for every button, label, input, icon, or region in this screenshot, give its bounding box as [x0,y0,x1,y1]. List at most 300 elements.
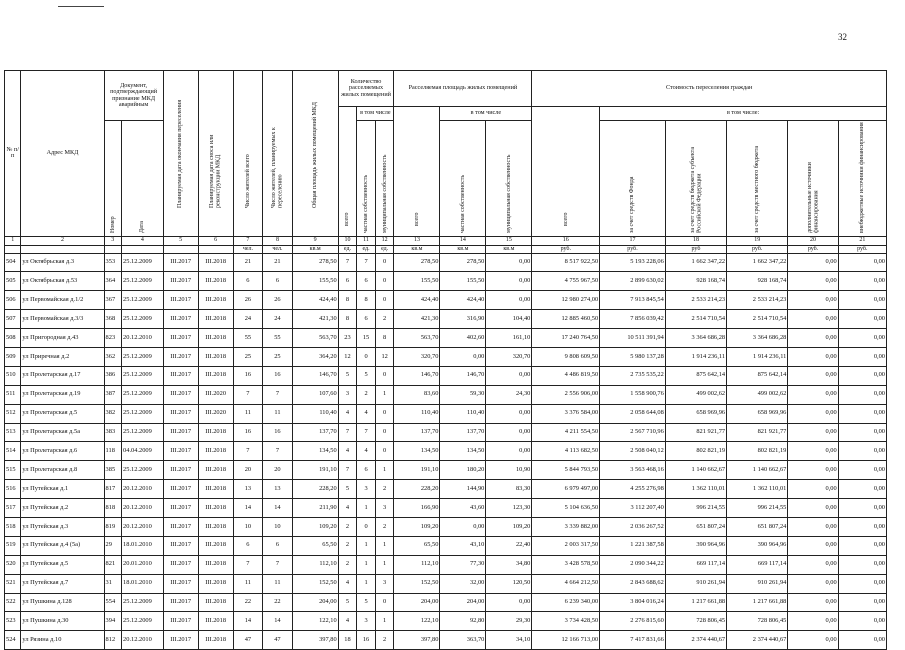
table-cell: ул Путейская д.1 [21,480,104,499]
table-cell: 0,00 [788,574,838,593]
column-number: 2 [21,236,104,245]
table-cell: 7 [263,385,293,404]
table-cell: 363,70 [440,631,486,650]
table-row [5,423,887,442]
unit-cell: руб [665,245,726,253]
table-cell: 0 [375,404,394,423]
table-cell: 517 [5,499,21,518]
table-cell: ул Путейская д.2 [21,499,104,518]
table-cell: 166,90 [394,499,440,518]
table-cell: 3 734 428,50 [532,612,600,631]
table-cell: 25.12.2009 [122,253,164,272]
table-cell: 8 [338,310,357,329]
table-cell: 155,50 [292,272,338,291]
table-cell: 65,50 [394,536,440,555]
col-header-residents-planned: Число жителей, планируемых к переселению [263,71,293,237]
table-cell: 0,00 [788,555,838,574]
table-cell: 4 [357,404,376,423]
table-cell: 25 [263,347,293,366]
table-cell: 1 362 110,01 [727,480,788,499]
table-cell: 25.12.2009 [122,612,164,631]
table-cell: III.2017 [163,461,198,480]
column-number: 7 [233,236,263,245]
table-cell: III.2017 [163,404,198,423]
table-cell: 0 [357,517,376,536]
table-cell: 17 240 764,50 [532,329,600,348]
table-cell: 109,20 [486,517,532,536]
column-number: 11 [357,236,376,245]
table-cell: 14 [233,499,263,518]
table-cell: 16 [233,423,263,442]
table-cell: 928 168,74 [665,272,726,291]
table-cell: 7 [263,555,293,574]
table-cell: 0,00 [838,574,886,593]
column-number: 18 [665,236,726,245]
table-cell: 0,00 [838,593,886,612]
table-cell: 0,00 [838,385,886,404]
table-cell: 118 [104,442,122,461]
table-cell: 0,00 [788,423,838,442]
table-cell: 16 [263,366,293,385]
table-cell: 521 [5,574,21,593]
unit-cell: кв.м [486,245,532,253]
table-cell: 228,20 [292,480,338,499]
col-header-cost-including: в том числе: [600,107,887,121]
table-cell: 4 255 276,98 [600,480,666,499]
table-cell: 1 [357,555,376,574]
table-cell: 204,00 [292,593,338,612]
table-cell: 8 517 922,50 [532,253,600,272]
table-cell: 819 [104,517,122,536]
table-cell: 0,00 [838,461,886,480]
table-cell: 6 239 340,00 [532,593,600,612]
table-cell: 818 [104,499,122,518]
table-cell: 1 140 662,67 [727,461,788,480]
column-number: 16 [532,236,600,245]
table-cell: 2 374 440,67 [727,631,788,650]
unit-row [5,245,887,253]
table-cell: III.2018 [198,480,233,499]
table-cell: 0,00 [486,366,532,385]
table-cell: 21 [233,253,263,272]
table-row [5,480,887,499]
table-cell: 43,60 [440,499,486,518]
table-cell: 12 166 713,00 [532,631,600,650]
table-cell: 20 [263,461,293,480]
column-number: 19 [727,236,788,245]
column-number: 4 [122,236,164,245]
table-cell: 514 [5,442,21,461]
table-cell: 144,90 [440,480,486,499]
table-cell: 7 [338,461,357,480]
table-cell: III.2017 [163,310,198,329]
table-cell: III.2018 [198,291,233,310]
table-cell: 5 980 137,28 [600,347,666,366]
table-cell: 25.12.2009 [122,366,164,385]
table-cell: III.2017 [163,329,198,348]
table-cell: 6 979 497,00 [532,480,600,499]
table-cell: 146,70 [292,366,338,385]
table-cell: 25.12.2009 [122,291,164,310]
table-cell: III.2017 [163,517,198,536]
table-cell: 1 [375,536,394,555]
unit-cell: чел. [263,245,293,253]
table-cell: 387 [104,385,122,404]
table-cell: 6 [357,461,376,480]
table-cell: 7 [357,423,376,442]
table-cell: 155,50 [440,272,486,291]
column-number: 9 [292,236,338,245]
table-cell: 7 [338,423,357,442]
table-cell: III.2018 [198,253,233,272]
table-cell: III.2017 [163,574,198,593]
table-cell: 509 [5,347,21,366]
table-cell: 2 533 214,23 [665,291,726,310]
table-cell: 4 [338,442,357,461]
table-cell: 390 964,96 [727,536,788,555]
table-cell: 0,00 [486,593,532,612]
table-cell: III.2017 [163,366,198,385]
table-cell: 1 [375,385,394,404]
table-cell: 134,50 [440,442,486,461]
table-cell: 6 [357,272,376,291]
table-cell: 875 642,14 [665,366,726,385]
table-cell: 2 514 710,54 [727,310,788,329]
table-cell: 3 [357,612,376,631]
table-cell: 910 261,94 [727,574,788,593]
table-cell: 0,00 [788,272,838,291]
table-cell: 7 [233,555,263,574]
table-cell: 16 [263,423,293,442]
table-cell: 316,90 [440,310,486,329]
table-cell: 394 [104,612,122,631]
table-cell: 2 [338,517,357,536]
table-cell: 3 563 468,16 [600,461,666,480]
table-cell: 424,40 [292,291,338,310]
table-cell: 1 221 387,58 [600,536,666,555]
table-cell: 0,00 [838,631,886,650]
table-cell: ул Рязина д.10 [21,631,104,650]
table-cell: 4 [338,404,357,423]
table-cell: III.2017 [163,631,198,650]
unit-cell [104,245,122,253]
column-number: 14 [440,236,486,245]
table-cell: 20.12.2010 [122,517,164,536]
table-cell: 0,00 [788,347,838,366]
table-cell: 107,60 [292,385,338,404]
table-cell: III.2018 [198,272,233,291]
table-cell: 2 567 710,96 [600,423,666,442]
table-cell: 20.12.2010 [122,480,164,499]
unit-cell: ед. [357,245,376,253]
table-cell: 520 [5,555,21,574]
table-cell: 0,00 [486,442,532,461]
table-cell: 110,40 [394,404,440,423]
table-cell: 2 [375,480,394,499]
table-cell: III.2017 [163,291,198,310]
table-row [5,593,887,612]
table-cell: 397,80 [292,631,338,650]
table-cell: 13 [233,480,263,499]
table-cell: 817 [104,480,122,499]
table-cell: 658 969,96 [665,404,726,423]
table-row [5,291,887,310]
table-cell: 10 511 391,94 [600,329,666,348]
table-cell: 20.01.2010 [122,555,164,574]
table-cell: 0,00 [838,442,886,461]
table-row [5,574,887,593]
unit-cell: ед. [375,245,394,253]
table-cell: ул Октябрьская д.53 [21,272,104,291]
table-cell: 669 117,14 [727,555,788,574]
table-cell: 278,50 [394,253,440,272]
table-cell: 25.12.2009 [122,385,164,404]
table-cell: 4 [357,442,376,461]
table-cell: 152,50 [394,574,440,593]
table-cell: 25.12.2009 [122,272,164,291]
table-cell: 29 [104,536,122,555]
table-cell: 367 [104,291,122,310]
table-cell: 83,30 [486,480,532,499]
table-cell: III.2018 [198,461,233,480]
table-cell: 802 821,19 [727,442,788,461]
table-cell: ул Путейская д.4 (5а) [21,536,104,555]
table-cell: 0 [375,442,394,461]
table-cell: III.2018 [198,536,233,555]
table-cell: 364,20 [292,347,338,366]
table-cell: 2 514 710,54 [665,310,726,329]
table-cell: III.2018 [198,310,233,329]
table-cell: 0,00 [838,329,886,348]
table-cell: 0,00 [788,329,838,348]
table-cell: ул Путейская д.7 [21,574,104,593]
table-cell: 5 [357,366,376,385]
table-cell: 1 217 661,88 [727,593,788,612]
table-cell: 651 807,24 [727,517,788,536]
col-header-count-total: всего [338,107,357,237]
table-cell: 0,00 [788,404,838,423]
table-cell: ул Пролетарская д.5а [21,423,104,442]
table-cell: 2 374 440,67 [665,631,726,650]
table-cell: 25 [233,347,263,366]
table-cell: 5 844 793,50 [532,461,600,480]
table-cell: 0,00 [788,536,838,555]
table-cell: 0,00 [838,253,886,272]
table-cell: 364 [104,272,122,291]
col-header-cost-group: Стоимость переселения граждан [532,71,887,107]
table-cell: 10 [263,517,293,536]
column-number: 21 [838,236,886,245]
table-cell: 25.12.2009 [122,404,164,423]
table-cell: 25.12.2009 [122,423,164,442]
table-cell: 92,80 [440,612,486,631]
table-cell: 191,10 [394,461,440,480]
table-cell: 6 [233,272,263,291]
table-cell: 0,00 [788,385,838,404]
table-cell: 996 214,55 [665,499,726,518]
table-cell: 26 [233,291,263,310]
table-cell: 7 [233,385,263,404]
table-cell: 3 364 686,28 [665,329,726,348]
table-cell: 0,00 [486,404,532,423]
table-cell: 4 113 682,50 [532,442,600,461]
table-cell: 25.12.2009 [122,461,164,480]
table-cell: 14 [233,612,263,631]
table-cell: III.2018 [198,366,233,385]
table-cell: 8 [375,329,394,348]
table-cell: 104,40 [486,310,532,329]
table-cell: 13 [263,480,293,499]
unit-cell: кв.м [440,245,486,253]
table-cell: 137,70 [292,423,338,442]
table-cell: 14 [263,499,293,518]
unit-cell: руб. [600,245,666,253]
table-cell: III.2017 [163,499,198,518]
table-cell: 12 980 274,00 [532,291,600,310]
table-cell: 12 [338,347,357,366]
table-cell: 18.01.2010 [122,536,164,555]
table-cell: 11 [263,574,293,593]
table-cell: 362 [104,347,122,366]
column-number: 17 [600,236,666,245]
table-cell: 59,30 [440,385,486,404]
table-cell: 31 [104,574,122,593]
table-cell: 3 364 686,28 [727,329,788,348]
table-cell: 424,40 [440,291,486,310]
table-cell: 2 [338,555,357,574]
table-cell: 5 [338,593,357,612]
table-cell: 2 003 317,50 [532,536,600,555]
column-number: 20 [788,236,838,245]
table-cell: III.2017 [163,593,198,612]
table-cell: 5 104 636,50 [532,499,600,518]
table-cell: III.2020 [198,404,233,423]
table-cell: 2 899 630,02 [600,272,666,291]
table-cell: 563,70 [292,329,338,348]
table-cell: ул Пролетарская д.17 [21,366,104,385]
table-cell: 2 [375,517,394,536]
table-cell: 22 [263,593,293,612]
table-cell: ул Пушкина д.30 [21,612,104,631]
table-cell: 65,50 [292,536,338,555]
table-cell: 996 214,55 [727,499,788,518]
table-cell: 6 [338,272,357,291]
table-cell: 554 [104,593,122,612]
table-cell: 385 [104,461,122,480]
table-cell: 2 276 815,60 [600,612,666,631]
table-cell: 0,00 [838,536,886,555]
col-header-fund: за счет средств Фонда [600,121,666,237]
table-row [5,461,887,480]
table-cell: 0,00 [788,310,838,329]
table-cell: 137,70 [440,423,486,442]
table-row [5,631,887,650]
unit-cell: чел. [233,245,263,253]
table-cell: 5 [338,366,357,385]
table-cell: 3 [375,574,394,593]
table-cell: 6 [357,310,376,329]
table-cell: ул Первомайская д.1/2 [21,291,104,310]
table-cell: 25.12.2009 [122,310,164,329]
col-header-plan-end: Планируемая дата окончания переселения [163,71,198,237]
table-cell: 0 [375,593,394,612]
table-cell: ул Путейская д.3 [21,517,104,536]
table-cell: 24 [263,310,293,329]
table-cell: 2 [375,631,394,650]
table-cell: 278,50 [292,253,338,272]
table-cell: 2 058 644,08 [600,404,666,423]
table-cell: 504 [5,253,21,272]
col-header-subject: за счет средств бюджета субъекта Российской Федерации [665,121,726,237]
table-cell: 1 [357,574,376,593]
table-cell: 812 [104,631,122,650]
table-cell: 0,00 [440,347,486,366]
col-header-area-total: всего [394,107,440,237]
table-cell: 7 [357,253,376,272]
table-cell: 112,10 [394,555,440,574]
col-header-area-private: частная собственность [440,121,486,237]
table-cell: 123,30 [486,499,532,518]
table-cell: 10,90 [486,461,532,480]
table-cell: 7 [233,442,263,461]
table-cell: 5 193 228,06 [600,253,666,272]
table-cell: 83,60 [394,385,440,404]
table-cell: 821 921,77 [727,423,788,442]
table-cell: 20 [233,461,263,480]
table-cell: III.2018 [198,347,233,366]
table-cell: 0,00 [838,555,886,574]
table-row [5,347,887,366]
col-header-no: № п/п [5,71,21,237]
table-cell: 0,00 [788,631,838,650]
table-cell: 1 914 236,11 [665,347,726,366]
table-cell: 515 [5,461,21,480]
table-row [5,272,887,291]
table-cell: III.2018 [198,612,233,631]
table-cell: 0,00 [838,499,886,518]
table-cell: III.2017 [163,612,198,631]
table-cell: 3 428 578,50 [532,555,600,574]
table-cell: ул Пролетарская д.5 [21,404,104,423]
unit-cell: ед. [338,245,357,253]
table-cell: ул Приречная д.2 [21,347,104,366]
table-cell: 22 [233,593,263,612]
table-cell: 4 [338,499,357,518]
table-cell: 0,00 [788,480,838,499]
table-cell: 421,30 [292,310,338,329]
table-cell: 109,20 [292,517,338,536]
table-cell: 2 508 040,12 [600,442,666,461]
table-cell: 658 969,96 [727,404,788,423]
column-number: 8 [263,236,293,245]
table-cell: III.2017 [163,536,198,555]
table-cell: 24 [233,310,263,329]
table-cell: III.2018 [198,329,233,348]
table-cell: 0,00 [838,366,886,385]
table-cell: 382 [104,404,122,423]
table-cell: 5 [357,593,376,612]
table-cell: 23 [338,329,357,348]
col-header-count-private: частная собственность [357,121,376,237]
col-header-residents-total: Число жителей всего [233,71,263,237]
table-cell: 511 [5,385,21,404]
table-cell: 1 914 236,11 [727,347,788,366]
table-cell: 5 [338,480,357,499]
table-cell: 2 090 344,22 [600,555,666,574]
table-cell: 0,00 [838,480,886,499]
unit-cell: кв.м [394,245,440,253]
table-cell: 320,70 [394,347,440,366]
